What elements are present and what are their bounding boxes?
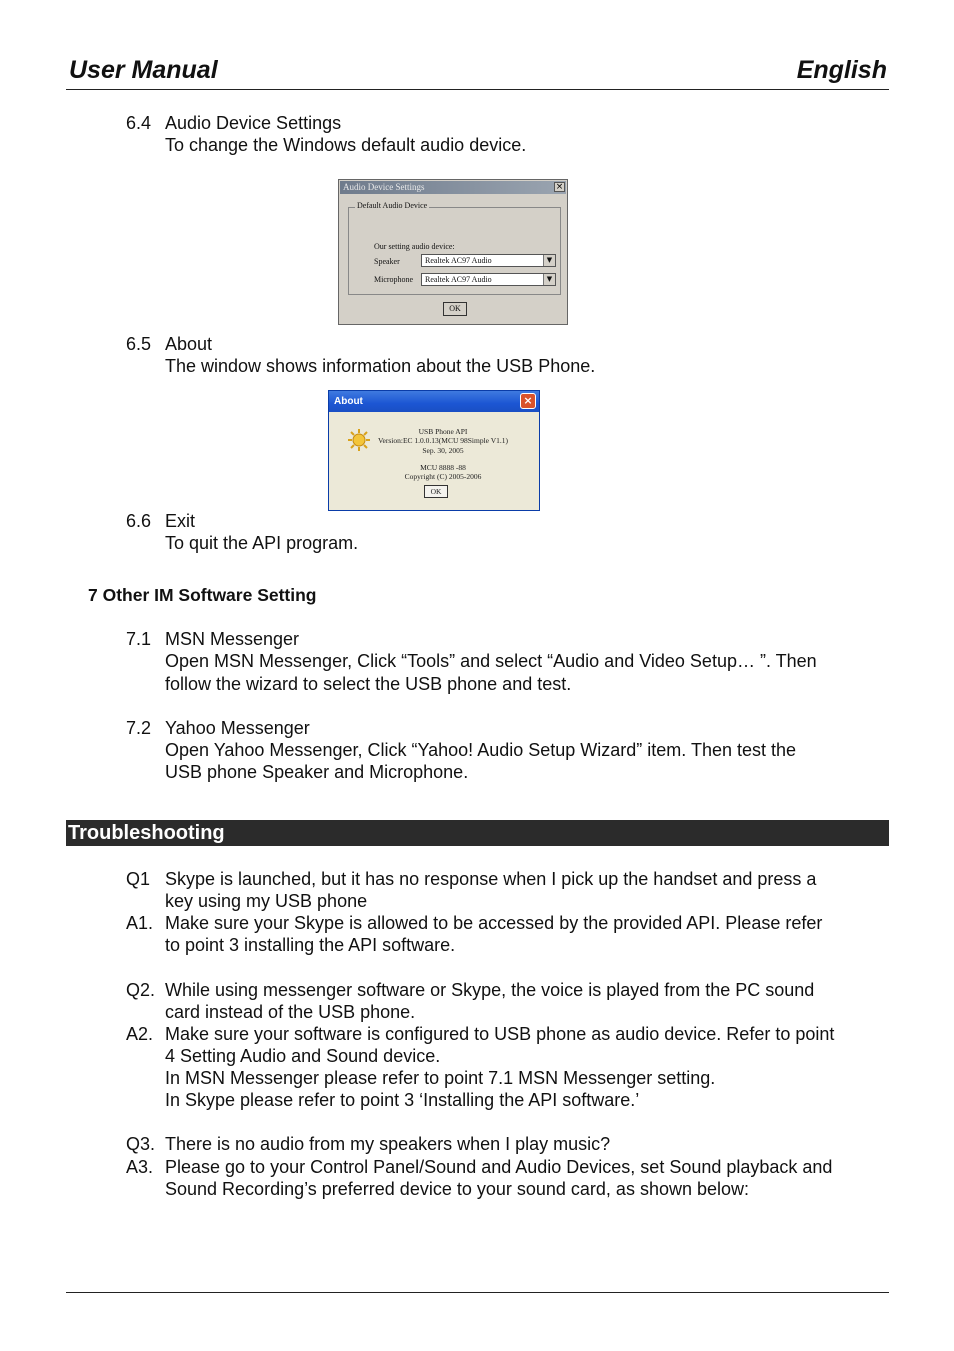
close-icon[interactable]: × (520, 393, 536, 409)
qa-label: A2. (126, 1024, 154, 1044)
microphone-value: Realtek AC97 Audio (425, 275, 492, 284)
qa-label: Q1 (126, 869, 151, 889)
qa-text-line: to point 3 installing the API software. (165, 935, 456, 955)
qa-text-line: While using messenger software or Skype, the voice is played from the PC sound (165, 980, 815, 1000)
audio-device-settings-dialog (338, 179, 568, 325)
qa-text-line: Make sure your Skype is allowed to be accessed by the provided API. Please refer (165, 913, 823, 933)
section-description: To quit the API program. (165, 533, 359, 553)
qa-text-line: Sound Recording’s preferred device to your sound card, as shown below: (165, 1179, 750, 1199)
header-rule (66, 89, 889, 90)
mcu-text: MCU 8888 -88 (420, 463, 466, 472)
qa-text-line: key using my USB phone (165, 891, 368, 911)
copyright-text: Copyright (C) 2005-2006 (404, 472, 482, 481)
qa-label: A3. (126, 1157, 154, 1177)
app-sun-icon (347, 428, 371, 452)
section-title: Exit (165, 511, 196, 531)
chevron-down-icon[interactable]: ▼ (543, 274, 555, 285)
qa-text-line: There is no audio from my speakers when I play music? (165, 1134, 611, 1154)
section-heading: 7 Other IM Software Setting (88, 585, 317, 605)
section-number: 7.1 (126, 629, 152, 649)
section-description: The window shows information about the USB Phone. (165, 356, 596, 376)
section-text-line: Open Yahoo Messenger, Click “Yahoo! Audio Setup Wizard” item. Then test the (165, 740, 797, 760)
section-number: 6.6 (126, 511, 152, 531)
section-number: 6.4 (126, 113, 152, 133)
speaker-value: Realtek AC97 Audio (425, 256, 492, 265)
section-title: About (165, 334, 213, 354)
qa-text-line: card instead of the USB phone. (165, 1002, 416, 1022)
troubleshooting-heading: Troubleshooting (66, 820, 889, 846)
header-language: English (796, 56, 887, 84)
ok-button[interactable]: OK (443, 302, 467, 316)
date-text: Sep. 30, 2005 (422, 446, 464, 455)
about-dialog (328, 390, 540, 511)
section-title: Yahoo Messenger (165, 718, 310, 738)
chevron-down-icon[interactable]: ▼ (543, 255, 555, 266)
product-name: USB Phone API (418, 427, 468, 436)
qa-label: Q3. (126, 1134, 156, 1154)
speaker-select[interactable] (421, 254, 556, 267)
section-text-line: Open MSN Messenger, Click “Tools” and select “Audio and Video Setup… ”. Then (165, 651, 817, 671)
group-label: Default Audio Device (357, 201, 428, 210)
qa-text-line: Skype is launched, but it has no response when I pick up the handset and press a (165, 869, 817, 889)
section-number: 6.5 (126, 334, 152, 354)
footer-rule (66, 1292, 889, 1293)
microphone-label: Microphone (374, 275, 414, 284)
close-icon[interactable]: × (555, 182, 564, 192)
header-title: User Manual (69, 56, 218, 84)
section-number: 7.2 (126, 718, 152, 738)
section-text-line: follow the wizard to select the USB phone and test. (165, 674, 572, 694)
section-text-line: USB phone Speaker and Microphone. (165, 762, 469, 782)
dialog-title: About (329, 391, 539, 412)
section-description: To change the Windows default audio device. (165, 135, 527, 155)
qa-text-line: 4 Setting Audio and Sound device. (165, 1046, 441, 1066)
qa-text-line: Make sure your software is configured to USB phone as audio device. Refer to point (165, 1024, 835, 1044)
qa-text-line: In MSN Messenger please refer to point 7.1 MSN Messenger setting. (165, 1068, 716, 1088)
dialog-title: Audio Device Settings (340, 181, 566, 194)
section-title: Audio Device Settings (165, 113, 342, 133)
setting-intro: Our setting audio device: (374, 242, 455, 251)
qa-text-line: In Skype please refer to point 3 ‘Installing the API software.’ (165, 1090, 640, 1110)
ok-button[interactable]: OK (424, 485, 448, 498)
section-title: MSN Messenger (165, 629, 300, 649)
microphone-select[interactable] (421, 273, 556, 286)
qa-label: Q2. (126, 980, 156, 1000)
version-text: Version:EC 1.0.0.13(MCU 98Simple V1.1) (377, 436, 509, 445)
qa-text-line: Please go to your Control Panel/Sound and Audio Devices, set Sound playback and (165, 1157, 833, 1177)
qa-label: A1. (126, 913, 154, 933)
speaker-label: Speaker (374, 257, 400, 266)
